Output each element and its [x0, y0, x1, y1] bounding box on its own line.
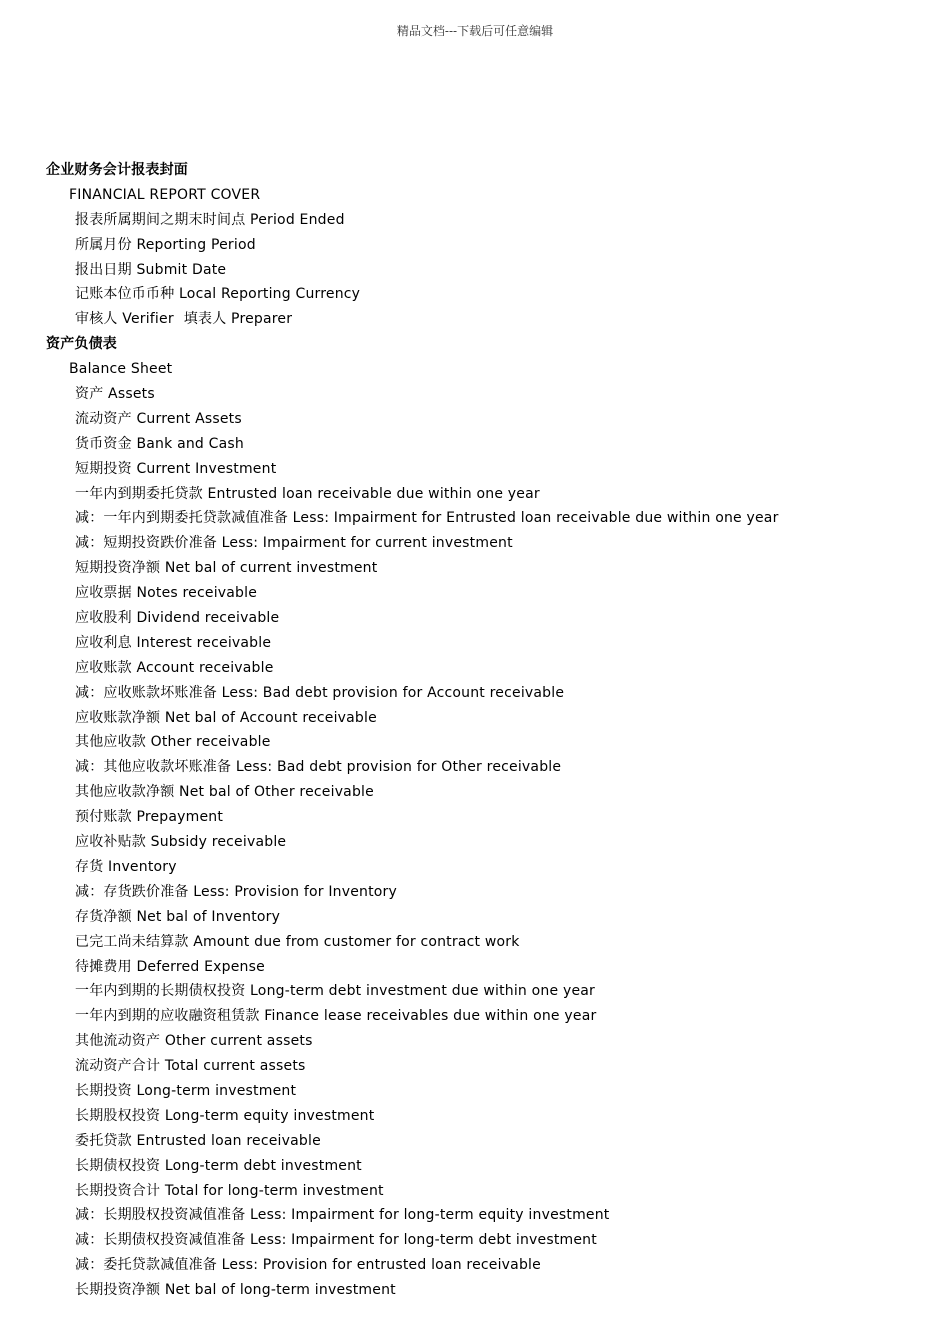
cover-item: 所属月份 Reporting Period [75, 236, 256, 253]
document-body [46, 158, 930, 1303]
balance-sheet-item: 长期投资 Long-term investment [75, 1082, 297, 1099]
balance-sheet-item: 减：应收账款坏账准备 Less: Bad debt provision for Account receivable [75, 684, 565, 701]
preparer-label: 填表人 Preparer [183, 311, 293, 328]
balance-sheet-item: 其他应收款 Other receivable [75, 734, 271, 751]
balance-sheet-item: 其他应收款净额 Net bal of Other receivable [75, 784, 374, 801]
cover-item: 报出日期 Submit Date [75, 261, 227, 278]
balance-sheet-item: 减：一年内到期委托贷款减值准备 Less: Impairment for Entrusted loan receivable due within one year [75, 510, 779, 527]
balance-sheet-item: 长期投资净额 Net bal of long-term investment [75, 1282, 396, 1299]
balance-sheet-item: 减：长期债权投资减值准备 Less: Impairment for long-term debt investment [75, 1232, 597, 1249]
balance-sheet-item: 减：长期股权投资减值准备 Less: Impairment for long-term equity investment [75, 1207, 610, 1224]
balance-sheet-item: 应收票据 Notes receivable [75, 585, 258, 602]
balance-sheet-item: 货币资金 Bank and Cash [75, 435, 244, 452]
balance-sheet-item: 短期投资 Current Investment [75, 460, 277, 477]
balance-sheet-item: 应收利息 Interest receivable [75, 634, 272, 651]
cover-subtitle: FINANCIAL REPORT COVER [69, 186, 261, 203]
balance-sheet-item: 其他流动资产 Other current assets [75, 1033, 313, 1050]
balance-sheet-item: 流动资产 Current Assets [75, 410, 242, 427]
balance-sheet-item: 流动资产合计 Total current assets [75, 1058, 306, 1075]
balance-sheet-item: 资产 Assets [75, 386, 155, 403]
cover-item: 记账本位币币种 Local Reporting Currency [75, 286, 361, 303]
balance-sheet-item: 减：委托贷款减值准备 Less: Provision for entrusted loan receivable [75, 1257, 541, 1274]
cover-items [46, 208, 930, 308]
balance-sheet-item: 减：短期投资跌价准备 Less: Impairment for current investment [75, 535, 513, 552]
balance-sheet-item: 存货净额 Net bal of Inventory [75, 908, 281, 925]
balance-sheet-item: 已完工尚未结算款 Amount due from customer for contract work [75, 933, 520, 950]
cover-item: 报表所属期间之期末时间点 Period Ended [75, 211, 345, 228]
verifier-label: 审核人 Verifier [75, 311, 174, 328]
balance-sheet-subtitle: Balance Sheet [69, 361, 173, 378]
balance-sheet-item: 委托贷款 Entrusted loan receivable [75, 1132, 321, 1149]
balance-sheet-items [46, 382, 930, 1303]
cover-section-title: 企业财务会计报表封面 [46, 162, 188, 178]
balance-sheet-item: 待摊费用 Deferred Expense [75, 958, 265, 975]
balance-sheet-item: 应收股利 Dividend receivable [75, 610, 280, 627]
balance-sheet-item: 减：其他应收款坏账准备 Less: Bad debt provision for Other receivable [75, 759, 562, 776]
balance-sheet-item: 长期债权投资 Long-term debt investment [75, 1157, 362, 1174]
balance-sheet-item: 预付账款 Prepayment [75, 809, 224, 826]
balance-sheet-item: 长期股权投资 Long-term equity investment [75, 1107, 375, 1124]
balance-sheet-section-title: 资产负债表 [46, 336, 117, 353]
balance-sheet-item: 长期投资合计 Total for long-term investment [75, 1182, 384, 1199]
balance-sheet-item: 一年内到期委托贷款 Entrusted loan receivable due within one year [75, 485, 540, 502]
balance-sheet-item: 存货 Inventory [75, 858, 177, 875]
balance-sheet-item: 一年内到期的应收融资租赁款 Finance lease receivables due within one year [75, 1008, 597, 1025]
balance-sheet-item: 短期投资净额 Net bal of current investment [75, 560, 378, 577]
balance-sheet-item: 应收账款 Account receivable [75, 659, 274, 676]
signature-line [46, 307, 930, 332]
balance-sheet-item: 应收账款净额 Net bal of Account receivable [75, 709, 377, 726]
balance-sheet-item: 减：存货跌价准备 Less: Provision for Inventory [75, 883, 397, 900]
balance-sheet-item: 一年内到期的长期债权投资 Long-term debt investment due within one year [75, 983, 595, 1000]
page-header: 精品文档---下载后可任意编辑 [396, 24, 554, 38]
balance-sheet-item: 应收补贴款 Subsidy receivable [75, 834, 287, 851]
